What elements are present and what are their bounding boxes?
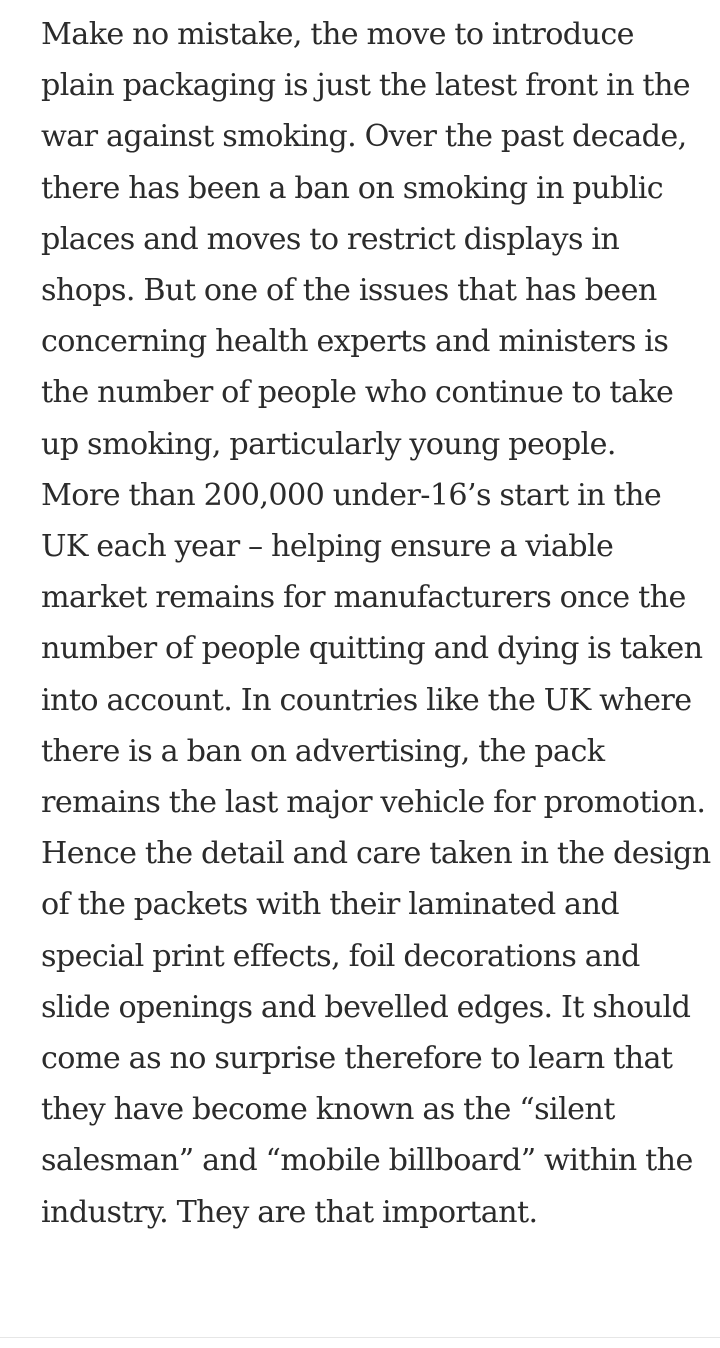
article-paragraph: Make no mistake, the move to introduce plain packaging is just the latest front in the war against smoking. Over the past decade, there has been a ban on smoking in public places and moves to restrict displays in shops. But one of the issues that has been concerning health experts and ministers is the number of people who continue to take up smoking, particularly young people. — [41, 17, 691, 462]
article-body — [41, 9, 711, 1238]
divider — [0, 1337, 720, 1338]
article-paragraph: More than 200,000 under-16’s start in the UK each year – helping ensure a viable market remains for manufacturers once the number of people quitting and dying is taken into account. In countries like the UK where there is a ban on advertising, the pack remains the last major vehicle for promotion. Hence the detail and care taken in the design of the packets with their laminated and special print effects, foil decorations and slide openings and bevelled edges. It should come as no surprise therefore to learn that they have become known as the “silent salesman” and “mobile billboard” within the industry. They are that important. — [41, 477, 711, 1230]
